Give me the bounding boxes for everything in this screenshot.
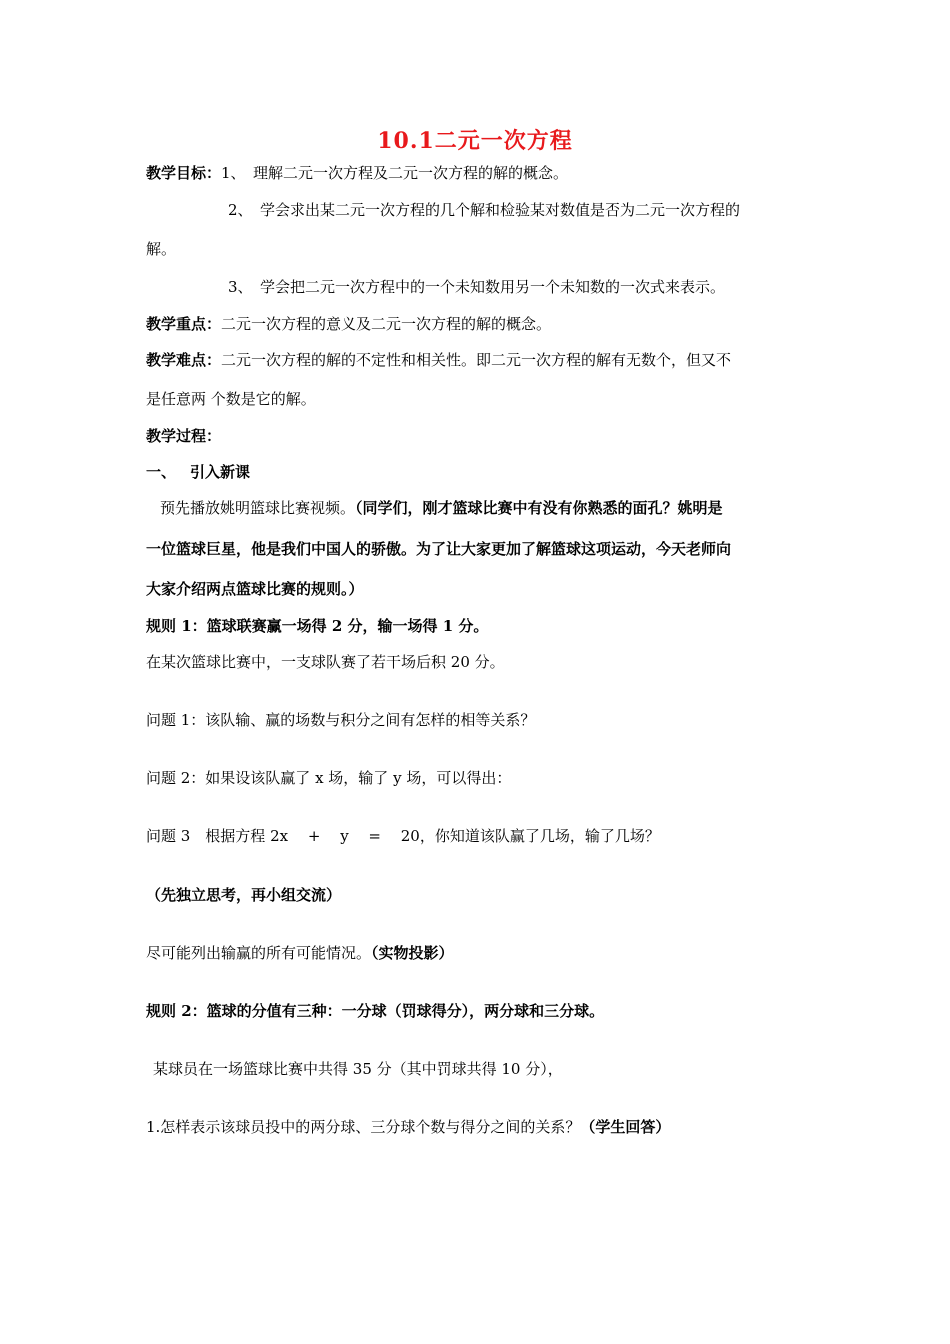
difficulty-label: 教学难点： xyxy=(146,351,222,369)
intro-line-2: 一位篮球巨星，他是我们中国人的骄傲。为了让大家更加了解篮球这项运动，今天老师向 xyxy=(146,540,732,558)
player-question-line xyxy=(146,1116,670,1138)
question-3: 问题 3 根据方程 2x + y = 20，你知道该队赢了几场，输了几场？ xyxy=(146,827,660,845)
intro-line-1 xyxy=(160,497,723,519)
objectives-line-1 xyxy=(146,162,568,184)
section-heading: 引入新课 xyxy=(190,463,251,481)
section-number: 一、 xyxy=(146,463,177,481)
question-1: 问题 1：该队输、赢的场数与积分之间有怎样的相等关系？ xyxy=(146,711,536,729)
player-question-note: （学生回答） xyxy=(580,1118,671,1136)
key-point-text: 二元一次方程的意义及二元一次方程的解的概念。 xyxy=(221,315,552,333)
difficulty-line-2: 是任意两 个数是它的解。 xyxy=(146,390,316,408)
objective-item-2-cont: 解。 xyxy=(146,240,177,258)
key-point-line xyxy=(146,313,551,335)
rule-1: 规则 1：篮球联赛赢一场得 2 分，输一场得 1 分。 xyxy=(146,617,489,635)
difficulty-text: 二元一次方程的解的不定性和相关性。即二元一次方程的解有无数个，但又不 xyxy=(221,351,732,369)
intro-plain: 预先播放姚明篮球比赛视频。 xyxy=(160,499,356,517)
objective-item-2: 2、 学会求出某二元一次方程的几个解和检验某对数值是否为二元一次方程的 xyxy=(228,201,741,219)
rule-2: 规则 2：篮球的分值有三种：一分球（罚球得分），两分球和三分球。 xyxy=(146,1002,605,1020)
list-all-bold: （实物投影） xyxy=(371,944,454,962)
list-all-plain: 尽可能列出输赢的所有可能情况。 xyxy=(146,944,372,962)
list-all-line xyxy=(146,942,454,964)
player-question: 1.怎样表示该球员投中的两分球、三分球个数与得分之间的关系？ xyxy=(146,1118,581,1136)
objectives-label: 教学目标： xyxy=(146,164,222,182)
question-2: 问题 2：如果设该队赢了 x 场，输了 y 场，可以得出： xyxy=(146,769,512,787)
rule-1-context: 在某次篮球比赛中，一支球队赛了若干场后积 20 分。 xyxy=(146,653,505,671)
intro-bold-1: （同学们，刚才篮球比赛中有没有你熟悉的面孔？姚明是 xyxy=(355,499,723,517)
section-1-heading xyxy=(146,461,250,483)
difficulty-line-1 xyxy=(146,349,731,371)
process-label: 教学过程： xyxy=(146,427,222,445)
key-point-label: 教学重点： xyxy=(146,315,222,333)
objective-item-1: 1、 理解二元一次方程及二元一次方程的解的概念。 xyxy=(221,164,569,182)
objective-item-3: 3、 学会把二元一次方程中的一个未知数用另一个未知数的一次式来表示。 xyxy=(228,278,726,296)
intro-line-3: 大家介绍两点篮球比赛的规则。） xyxy=(146,580,364,598)
player-statement: 某球员在一场篮球比赛中共得 35 分（其中罚球共得 10 分）， xyxy=(153,1060,563,1078)
think-note: （先独立思考，再小组交流） xyxy=(146,886,342,904)
document-title: 10.1二元一次方程 xyxy=(377,128,573,154)
